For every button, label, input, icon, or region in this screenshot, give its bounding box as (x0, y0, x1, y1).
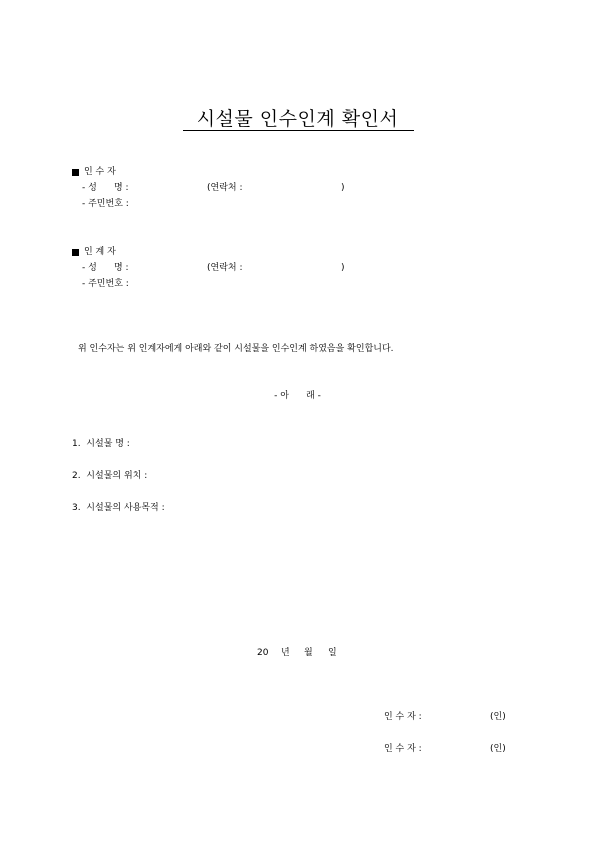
giver-heading-label: 인 계 자 (84, 247, 116, 257)
giver-name-label: - 성 명 : (82, 263, 129, 273)
receiver-heading-label: 인 수 자 (84, 167, 116, 177)
giver-contact-label: (연락처 : (207, 263, 243, 273)
seal-mark: (인) (490, 744, 506, 754)
square-bullet-icon (72, 249, 79, 256)
receiver-id-label: - 주민번호 : (82, 199, 129, 209)
document-title: 시설물 인수인계 확인서 (196, 108, 399, 130)
confirmation-statement: 위 인수자는 위 인계자에게 아래와 같이 시설물을 인수인계 하였음을 확인합니다. (78, 344, 394, 354)
receiver-name-label: - 성 명 : (82, 183, 129, 193)
receiver-contact-label: (연락처 : (207, 183, 243, 193)
signature-label: 인 수 자 : (384, 712, 422, 722)
giver-contact-close: ) (341, 263, 345, 273)
date-day: 일 (328, 648, 337, 658)
date-month: 월 (304, 648, 313, 658)
receiver-contact-close: ) (341, 183, 345, 193)
giver-id-label: - 주민번호 : (82, 279, 129, 289)
date-year: 년 (281, 648, 290, 658)
title-underline (183, 130, 414, 131)
giver-heading (72, 247, 116, 258)
square-bullet-icon (72, 169, 79, 176)
item-facility-name: 1. 시설물 명 : (72, 439, 130, 449)
receiver-heading (72, 167, 116, 178)
below-marker: - 아 래 - (274, 391, 321, 401)
item-facility-purpose: 3. 시설물의 사용목적 : (72, 503, 165, 513)
seal-mark: (인) (490, 712, 506, 722)
item-facility-location: 2. 시설물의 위치 : (72, 471, 148, 481)
date-year-prefix: 20 (257, 648, 269, 658)
signature-label: 인 수 자 : (384, 744, 422, 754)
